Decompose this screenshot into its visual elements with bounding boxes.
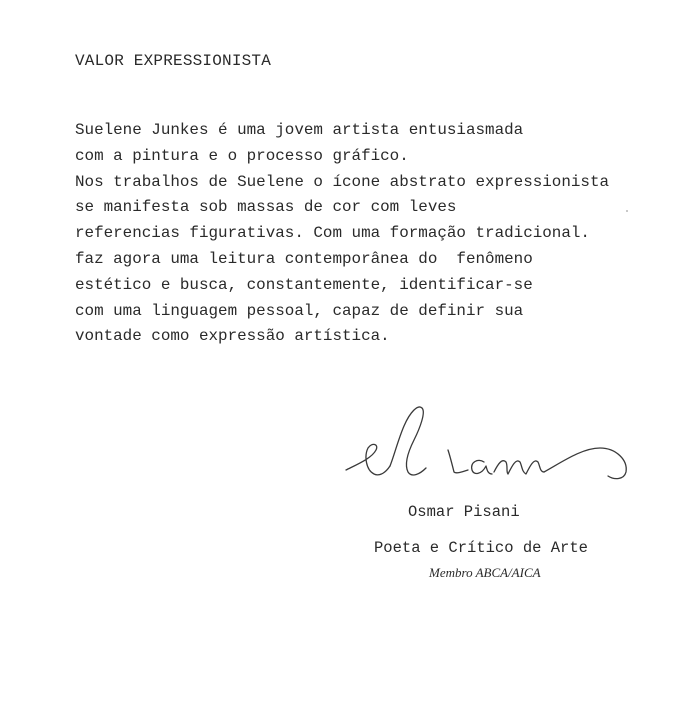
body-line: com a pintura e o processo gráfico. (75, 146, 409, 165)
body-line: se manifesta sob massas de cor com leves (75, 198, 457, 217)
author-name: Osmar Pisani (408, 503, 520, 521)
body-line: Nos trabalhos de Suelene o ícone abstrato expressionista (75, 172, 610, 191)
body-paragraph (75, 118, 609, 350)
signature-image (338, 400, 638, 495)
body-line: Suelene Junkes é uma jovem artista entusiasmada (75, 121, 524, 139)
signature-stroke (494, 461, 544, 474)
body-line: estético e busca, constantemente, identificar-se (75, 275, 533, 294)
body-line: referencias figurativas. Com uma formação tradicional. (75, 224, 590, 243)
author-role: Poeta e Crítico de Arte (374, 539, 588, 557)
paper-speck (626, 210, 628, 212)
signature-stroke (472, 460, 492, 474)
signature-stroke (448, 450, 468, 473)
body-line: com uma linguagem pessoal, capaz de definir sua (75, 301, 524, 320)
body-line: vontade como expressão artística. (75, 327, 390, 346)
signature-stroke (346, 444, 390, 475)
author-membership: Membro ABCA/AICA (429, 565, 541, 580)
signature-stroke (390, 407, 426, 475)
body-line: faz agora uma leitura contemporânea do fenômeno (75, 249, 533, 268)
signature-stroke (544, 448, 626, 479)
document-title: VALOR EXPRESSIONISTA (75, 52, 272, 70)
